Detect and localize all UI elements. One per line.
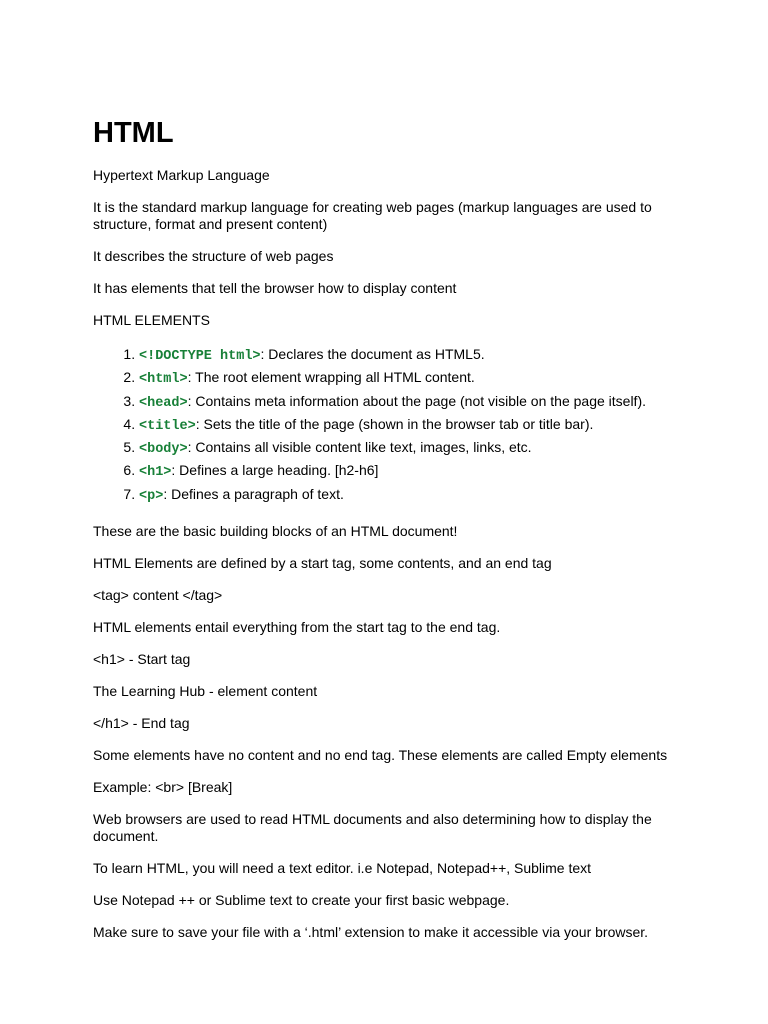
- paragraph-has-elements: It has elements that tell the browser how to display content: [93, 280, 457, 296]
- code-tag: <!DOCTYPE html>: [139, 349, 261, 364]
- code-tag: <title>: [139, 418, 196, 434]
- code-tag: <p>: [139, 488, 164, 504]
- list-item-description: : Sets the title of the page (shown in the browser tab or title bar).: [195, 415, 594, 432]
- list-item: [139, 437, 703, 460]
- paragraph-tag-syntax: <tag> content </tag>: [93, 587, 223, 604]
- list-item-description: : Contains all visible content like text, images, links, etc.: [187, 439, 532, 456]
- list-item: [139, 391, 703, 414]
- paragraph-elements-entail: HTML elements entail everything from the start tag to the end tag.: [93, 619, 501, 636]
- code-tag: <body>: [139, 442, 188, 458]
- list-item: [139, 484, 703, 507]
- paragraph-use-notepad: Use Notepad ++ or Sublime text to create your first basic webpage.: [93, 892, 510, 909]
- code-tag: <html>: [139, 372, 188, 388]
- list-item: [139, 367, 703, 390]
- paragraph-empty-elements: Some elements have no content and no end tag. These elements are called Empty elements: [93, 747, 668, 764]
- list-item-description: : Defines a paragraph of text.: [163, 485, 344, 502]
- paragraph-standard-markup: It is the standard markup language for creating web pages (markup languages are used to structure, format and present content): [93, 199, 652, 232]
- paragraph-save-file: Make sure to save your file with a ‘.html’ extension to make it accessible via your browser.: [93, 924, 649, 941]
- paragraph-web-browsers: Web browsers are used to read HTML documents and also determining how to display the document.: [93, 811, 652, 845]
- list-item: [139, 344, 703, 367]
- list-item-description: : Contains meta information about the page (not visible on the page itself).: [187, 392, 646, 409]
- page-title: HTML: [93, 117, 174, 149]
- paragraph-building-blocks: These are the basic building blocks of an HTML document!: [93, 523, 458, 540]
- paragraph-elements-defined: HTML Elements are defined by a start tag, some contents, and an end tag: [93, 555, 552, 572]
- paragraph-element-content: The Learning Hub - element content: [93, 683, 318, 700]
- paragraph-start-tag: <h1> - Start tag: [93, 651, 191, 668]
- paragraph-text-editor: To learn HTML, you will need a text editor. i.e Notepad, Notepad++, Sublime text: [93, 860, 592, 877]
- paragraph-definition: Hypertext Markup Language: [93, 167, 270, 183]
- list-item: [139, 460, 703, 483]
- document-page: [93, 116, 703, 956]
- paragraph-end-tag: </h1> - End tag: [93, 715, 190, 732]
- list-item-description: : Defines a large heading. [h2-h6]: [171, 462, 379, 479]
- list-item-description: : Declares the document as HTML5.: [260, 346, 485, 362]
- section-heading-html-elements: HTML ELEMENTS: [93, 312, 210, 328]
- code-tag: <h1>: [139, 465, 172, 481]
- list-item: [139, 414, 703, 437]
- list-item-description: : The root element wrapping all HTML content.: [187, 369, 475, 386]
- html-elements-list: [93, 344, 703, 507]
- code-tag: <head>: [139, 395, 188, 411]
- paragraph-example-br: Example: <br> [Break]: [93, 779, 233, 796]
- paragraph-describes-structure: It describes the structure of web pages: [93, 248, 334, 264]
